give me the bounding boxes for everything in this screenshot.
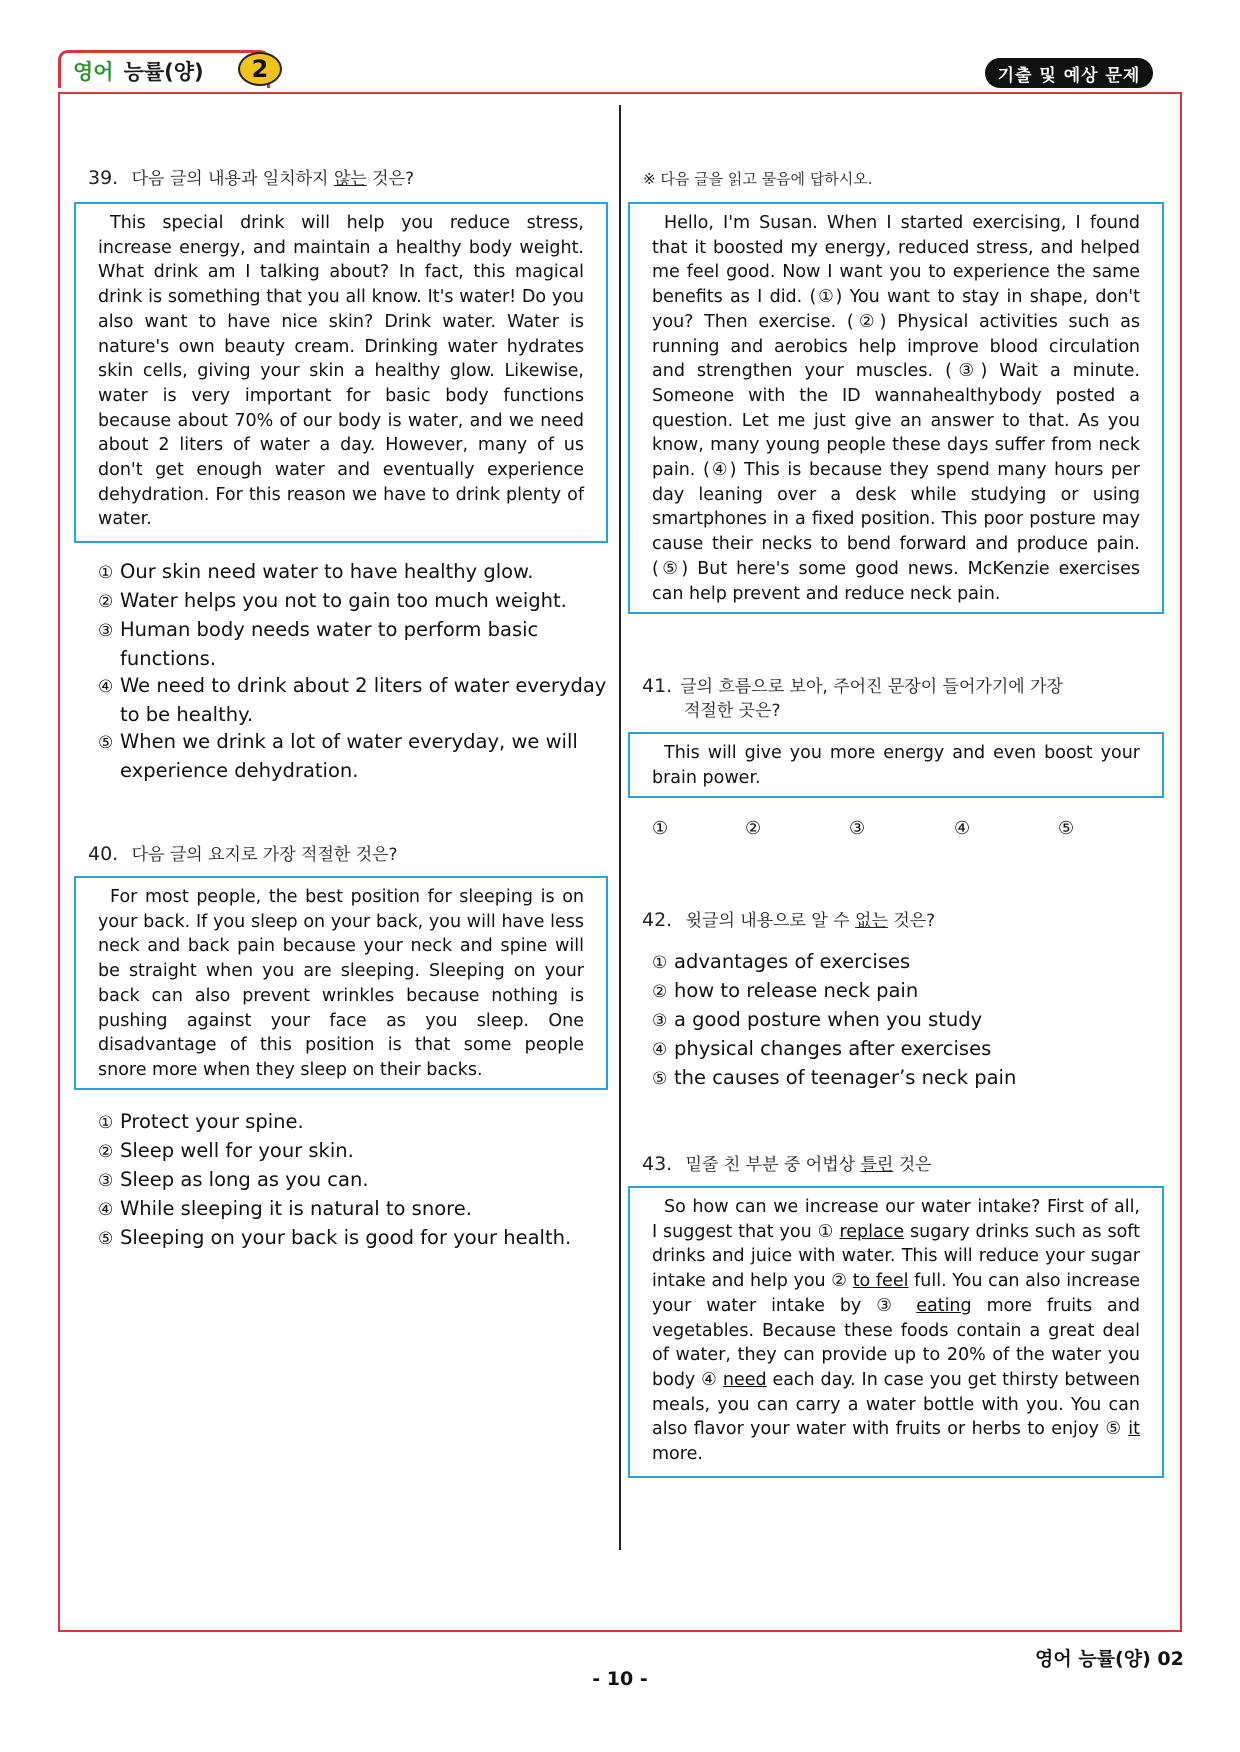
q41-number: 41. [642, 675, 673, 697]
q43-passage-box [628, 1186, 1164, 1478]
q43-mark-2: ② [831, 1271, 848, 1292]
q42-choice-3[interactable]: ③ a good posture when you study [652, 1008, 983, 1031]
q41-option-2[interactable]: ② [745, 818, 762, 839]
q42-choice-5[interactable]: ⑤ the causes of teenager’s neck pain [652, 1066, 1017, 1089]
q41-option-3[interactable]: ③ [849, 818, 866, 839]
subject-label: 영어 [73, 59, 114, 84]
q39-passage: This special drink will help you reduce stress, increase energy, and maintain a healthy body weight. What drink am I talking about? In fact, this magical drink is something that you all know. It's water! Do you also want to have nice skin? Drink water. Water is nature's own beauty cream. Drinking water hydrates skin cells, giving your skin a healthy glow. Likewise, water is very important for basic body functions because about 70% of our body is water, and we need about 2 liters of water a day. However, many of us don't get enough water and eventually experience dehydration. For this reason we have to drink plenty of water. [98, 213, 584, 530]
q40-number: 40. [88, 843, 119, 865]
q41-given-sentence: This will give you more energy and even boost your brain power. [652, 743, 1140, 788]
q42-choices [652, 948, 1152, 1093]
q43-number: 43. [642, 1153, 673, 1175]
q40-title [88, 840, 398, 865]
insert-mark-2: ② [853, 311, 880, 332]
q43-title [642, 1150, 932, 1175]
q41-given-box [628, 732, 1164, 798]
insert-mark-1: ① [816, 287, 836, 308]
q43-underlined-4: need [722, 1369, 767, 1390]
q43-underlined-2: to feel [852, 1271, 909, 1292]
column-divider [619, 105, 621, 1550]
q39-prompt: 다음 글의 내용과 일치하지 [131, 169, 329, 189]
q42-number: 42. [642, 909, 673, 931]
q43-prompt-end: 것은 [898, 1155, 932, 1175]
page-number: - 10 - [592, 1668, 648, 1690]
insert-mark-3: ③ [951, 361, 981, 382]
unit-number-badge: 2 [238, 52, 282, 86]
q39-prompt-end: 것은? [372, 169, 415, 189]
q39-prompt-emphasis: 않는 [333, 169, 367, 189]
q41-options [652, 818, 1112, 844]
q43-passage-part: So how can we increase our water intake? First of all, I suggest that you [652, 1197, 1140, 1242]
q43-passage-part: each day. In case you get thirsty between meals, you can carry a water bottle with you. You can also flavor your water with fruits or herbs to enjoy [652, 1369, 1141, 1440]
q42-title [642, 906, 935, 931]
q43-underlined-1: replace [839, 1221, 905, 1242]
q43-mark-1: ① [817, 1221, 834, 1242]
section-badge: 기출 및 예상 문제 [985, 58, 1153, 88]
q43-passage-part: more. [652, 1444, 703, 1465]
shared-passage-part: ) This is because they spend many hours per day leaning over a desk while studying or using smartphones in a fixed position. This poor posture may cause their necks to bend forward and produce pain. ( [652, 460, 1140, 579]
q42-choice-2[interactable]: ② how to release neck pain [652, 979, 919, 1002]
q39-choice-2[interactable]: ② Water helps you not to gain too much weight. [98, 589, 567, 612]
q42-choice-4[interactable]: ④ physical changes after exercises [652, 1037, 992, 1060]
q39-number: 39. [88, 167, 119, 189]
q40-choices [98, 1108, 608, 1253]
q39-passage-box [74, 202, 608, 543]
q43-prompt: 밑줄 친 부분 중 어법상 [685, 1155, 856, 1175]
q39-choice-1[interactable]: ① Our skin need water to have healthy glow. [98, 560, 534, 583]
q40-choice-3[interactable]: ③ Sleep as long as you can. [98, 1168, 369, 1191]
q41-option-4[interactable]: ④ [954, 818, 971, 839]
q40-prompt: 다음 글의 요지로 가장 적절한 것은? [131, 845, 398, 865]
q39-choice-4[interactable]: ④ We need to drink about 2 liters of water everyday to be healthy. [98, 674, 607, 726]
textbook-title: 능률(양) [123, 59, 204, 84]
insert-mark-5: ⑤ [658, 558, 682, 579]
q43-passage-part: more fruits and vegetables. Because these foods contain a great deal of water, they can provide up to 20% of the water you body [652, 1295, 1140, 1390]
q42-prompt-end: 것은? [893, 911, 936, 931]
q43-underlined-5: it [1128, 1419, 1140, 1440]
instruction-note: ※ 다음 글을 읽고 물음에 답하시오. [643, 170, 873, 188]
q43-mark-5: ⑤ [1105, 1419, 1122, 1440]
q40-choice-4[interactable]: ④ While sleeping it is natural to snore. [98, 1197, 472, 1220]
q42-choice-1[interactable]: ① advantages of exercises [652, 950, 911, 973]
q41-prompt-cont: 적절한 곳은? [684, 701, 781, 721]
q43-prompt-emphasis: 틀린 [860, 1155, 894, 1175]
q42-prompt-emphasis: 없는 [855, 911, 888, 931]
q41-prompt: 글의 흐름으로 보아, 주어진 문장이 들어가기에 가장 [680, 677, 1063, 697]
shared-passage-part: ) Wait a minute. Someone with the ID wannahealthybody posted a question. Let me just give an answer to that. As you know, many young people these days suffer from neck pain. ( [652, 361, 1140, 481]
q40-choice-2[interactable]: ② Sleep well for your skin. [98, 1139, 354, 1162]
shared-passage-part: ) Physical activities such as running and aerobics help improve blood circulation and strengthen your muscles. ( [652, 311, 1140, 382]
shared-passage-box [628, 202, 1164, 614]
shared-passage-part: ) You want to stay in shape, don't you? Then exercise. ( [652, 287, 1140, 332]
q39-choice-3[interactable]: ③ Human body needs water to perform basic functions. [98, 618, 539, 670]
q39-choice-5[interactable]: ⑤ When we drink a lot of water everyday, we will experience dehydration. [98, 730, 578, 782]
insert-mark-4: ④ [709, 460, 730, 481]
shared-passage-part: Hello, I'm Susan. When I started exercising, I found that it boosted my energy, reduced stress, and helped me feel good. Now I want you to experience the same benefits as I did. ( [652, 213, 1140, 308]
q39-title [88, 164, 414, 189]
q39-choices [98, 558, 608, 784]
q43-passage-part: full. You can also increase your water intake by [652, 1271, 1140, 1316]
q42-prompt: 윗글의 내용으로 알 수 [685, 911, 850, 931]
q40-passage-box [74, 876, 608, 1090]
q43-underlined-3: eating [916, 1295, 972, 1316]
shared-passage-part: ) But here's some good news. McKenzie exercises can help prevent and reduce neck pain. [652, 558, 1140, 604]
q43-mark-3: ③ [876, 1295, 902, 1316]
q43-mark-4: ④ [701, 1369, 718, 1390]
q41-option-5[interactable]: ⑤ [1058, 818, 1075, 839]
q43-passage-part: sugary drinks such as soft drinks and juice with water. This will reduce your sugar intake and help you [652, 1221, 1140, 1292]
footer-subtitle: 영어 능률(양) 02 [1035, 1648, 1184, 1670]
q41-title [642, 674, 1142, 723]
q40-choice-1[interactable]: ① Protect your spine. [98, 1110, 304, 1133]
q40-passage: For most people, the best position for sleeping is on your back. If you sleep on your back, you will have less neck and back pain because your neck and spine will be straight when you are sleeping. Sleeping on your back can also prevent wrinkles because nothing is pushing against your face as you sleep. One disadvantage of this position is that some people snore more when they sleep on their backs. [98, 887, 584, 1080]
q40-choice-5[interactable]: ⑤ Sleeping on your back is good for your health. [98, 1226, 572, 1249]
q41-option-1[interactable]: ① [652, 818, 669, 839]
